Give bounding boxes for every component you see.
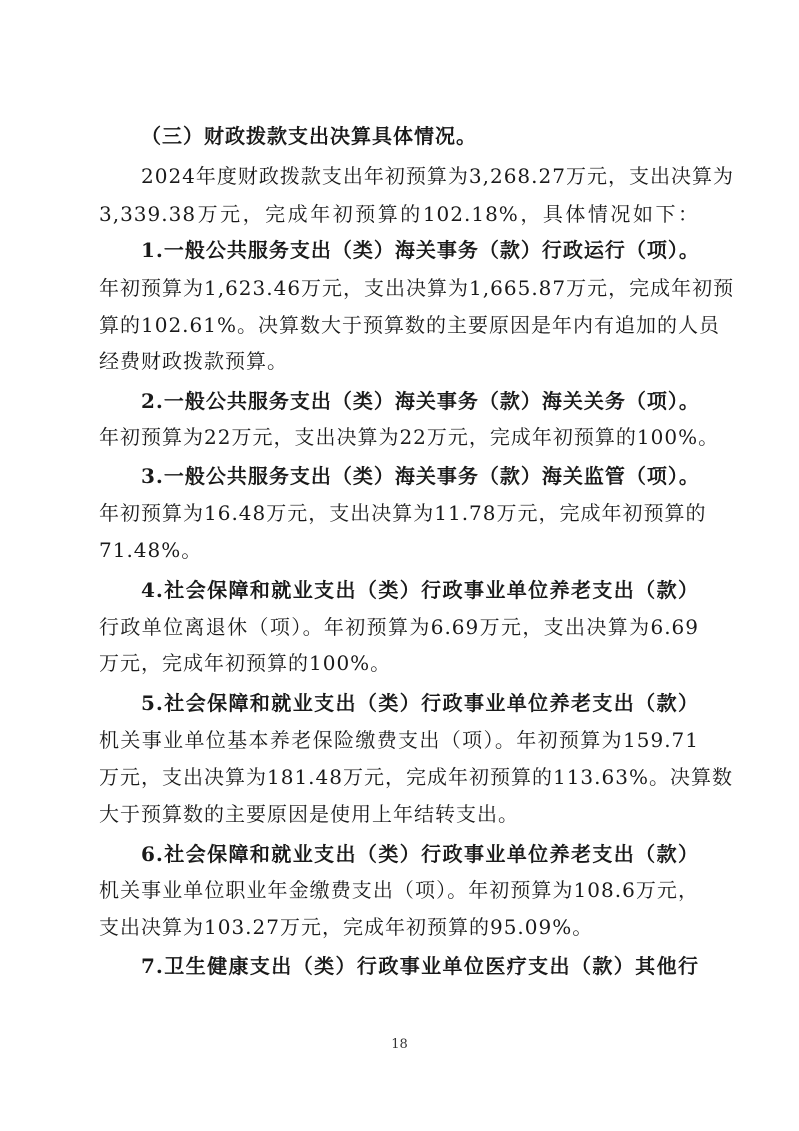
item-2-line-1: 年初预算为22万元，支出决算为22万元，完成年初预算的100%。: [99, 425, 720, 449]
item-3-line-2: 71.48%。: [99, 538, 203, 562]
item-4-line-2: 万元，完成年初预算的100%。: [99, 651, 392, 675]
section-heading: （三）财政拨款支出决算具体情况。: [141, 124, 477, 148]
item-1-line-2: 算的102.61%。决算数大于预算数的主要原因是年内有追加的人员: [99, 313, 720, 337]
item-6-title: 6.社会保障和就业支出（类）行政事业单位养老支出（款）: [141, 842, 699, 866]
item-5-line-1: 机关事业单位基本养老保险缴费支出（项）。年初预算为159.71: [99, 728, 699, 752]
intro-line-1: 2024年度财政拨款支出年初预算为3,268.27万元，支出决算为: [141, 164, 734, 188]
item-3-title: 3.一般公共服务支出（类）海关事务（款）海关监管（项）。: [141, 464, 700, 488]
item-1-title: 1.一般公共服务支出（类）海关事务（款）行政运行（项）。: [141, 238, 700, 262]
item-5-line-3: 大于预算数的主要原因是使用上年结转支出。: [99, 802, 519, 826]
item-6-line-1: 机关事业单位职业年金缴费支出（项）。年初预算为108.6万元，: [99, 878, 699, 902]
item-2-title: 2.一般公共服务支出（类）海关事务（款）海关关务（项）。: [141, 389, 700, 413]
item-4-line-1: 行政单位离退休（项）。年初预算为6.69万元，支出决算为6.69: [99, 615, 699, 639]
item-3-line-1: 年初预算为16.48万元，支出决算为11.78万元，完成年初预算的: [99, 501, 707, 525]
item-1-line-3: 经费财政拨款预算。: [99, 349, 288, 373]
item-5-line-2: 万元，支出决算为181.48万元，完成年初预算的113.63%。决算数: [99, 765, 733, 789]
intro-line-2: 3,339.38万元，完成年初预算的102.18%，具体情况如下：: [99, 202, 699, 226]
page-number: 18: [391, 1037, 408, 1052]
item-6-line-2: 支出决算为103.27万元，完成年初预算的95.09%。: [99, 915, 594, 939]
item-7-title: 7.卫生健康支出（类）行政事业单位医疗支出（款）其他行: [141, 954, 699, 978]
item-5-title: 5.社会保障和就业支出（类）行政事业单位养老支出（款）: [141, 691, 699, 715]
item-1-line-1: 年初预算为1,623.46万元，支出决算为1,665.87万元，完成年初预: [99, 276, 735, 300]
item-4-title: 4.社会保障和就业支出（类）行政事业单位养老支出（款）: [141, 578, 699, 602]
